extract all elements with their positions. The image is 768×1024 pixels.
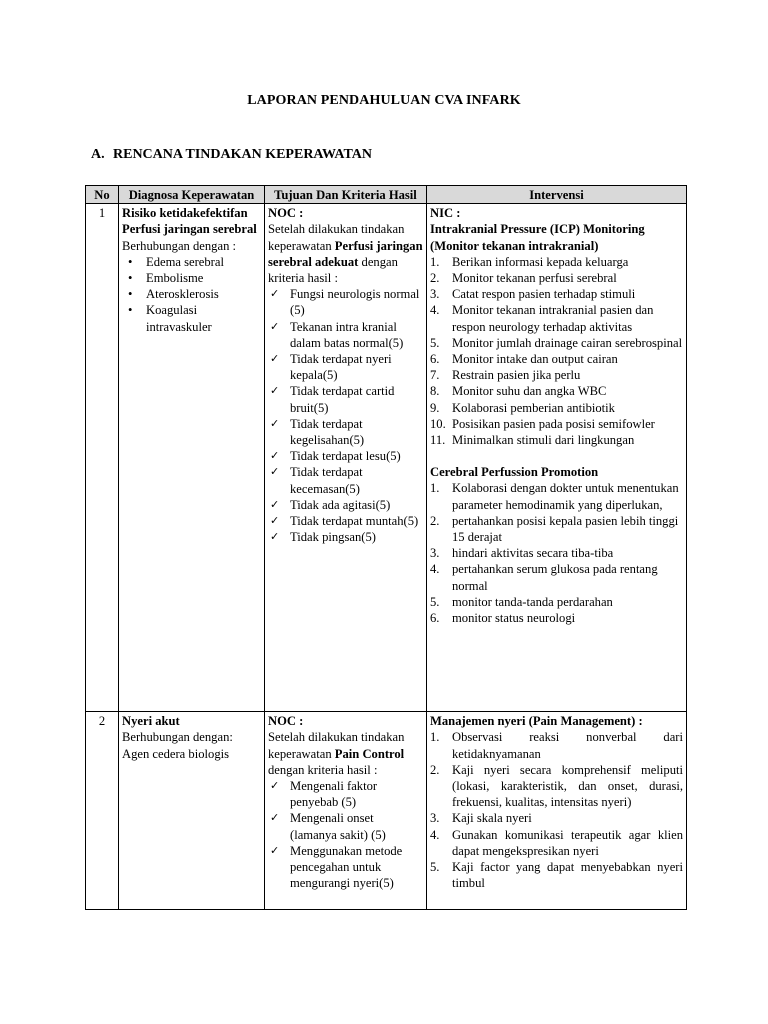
item-text: Monitor tekanan perfusi serebral (452, 271, 617, 286)
intervensi-cell (427, 204, 687, 712)
list-item: ✓ Mengenali onset (lamanya sakit) (5) (268, 810, 423, 842)
nic-label: NIC : (430, 206, 461, 221)
list-item (430, 513, 683, 545)
diagnosa-cell (119, 712, 265, 910)
item-number: 1. (430, 254, 440, 269)
section-heading (91, 147, 372, 163)
noc-description (268, 729, 423, 778)
item-text: Kolaborasi dengan dokter untuk menentukan parameter hemodinamik yang diperlukan, (452, 481, 679, 512)
list-item (430, 400, 683, 416)
item-text: pertahankan posisi kepala pasien lebih tinggi 15 derajat (452, 513, 679, 545)
list-item: ✓ Tidak terdapat kecemasan(5) (268, 464, 423, 496)
item-text: monitor status neurologi (452, 611, 576, 626)
noc-outcome: Pain Control (334, 746, 405, 761)
table-header-row (86, 186, 687, 204)
list-item: • Koagulasi intravaskuler (122, 302, 261, 334)
list-item (430, 383, 683, 399)
item-text: Kaji factor yang dapat menyebabkan nyeri timbul (452, 860, 683, 891)
row-number: 2 (86, 712, 119, 910)
noc-text: Setelah dilakukan tindakan keperawatan (268, 730, 405, 761)
list-item (430, 594, 683, 610)
list-item (430, 254, 683, 270)
item-text: Observasi reaksi nonverbal dari ketidaknyamanan (452, 730, 683, 761)
list-item (430, 729, 683, 761)
list-item: • Embolisme (122, 270, 261, 286)
intervensi-cell (427, 712, 687, 910)
item-number: 3. (430, 811, 440, 826)
header-tujuan: Tujuan Dan Kriteria Hasil (265, 186, 427, 204)
list-item: ✓ Tidak ada agitasi(5) (268, 497, 423, 513)
header-intervensi: Intervensi (427, 186, 687, 204)
diagnosa-title: Nyeri akut (122, 714, 180, 729)
header-no: No (86, 186, 119, 204)
item-text: Kaji nyeri secara komprehensif meliputi (lokasi, karakteristik, dan onset, durasi, frekuensi, kualitas, intensitas nyeri) (452, 762, 683, 810)
row-number: 1 (86, 204, 119, 712)
item-text: pertahankan serum glukosa pada rentang normal (452, 562, 658, 593)
item-text: monitor tanda-tanda perdarahan (452, 594, 613, 609)
item-text: Monitor jumlah drainage cairan serebrospinal (452, 335, 683, 350)
list-item: • Edema serebral (122, 254, 261, 270)
item-number: 4. (430, 562, 440, 577)
item-number: 5. (430, 860, 440, 875)
list-item (430, 480, 683, 512)
item-number: 4. (430, 827, 440, 842)
list-item: ✓ Tidak terdapat nyeri kepala(5) (268, 351, 423, 383)
diagnosa-title: Risiko ketidakefektifan Perfusi jaringan serebral (122, 206, 257, 237)
item-number: 6. (430, 352, 440, 367)
table-row (86, 712, 687, 910)
list-item: ✓ Fungsi neurologis normal (5) (268, 286, 423, 318)
spacer (430, 448, 683, 464)
noc-label: NOC : (268, 714, 304, 729)
intervention-list (430, 254, 683, 448)
list-item (430, 561, 683, 593)
list-item (430, 416, 683, 432)
section-label: RENCANA TINDAKAN KEPERAWATAN (113, 147, 373, 162)
nic-heading: Intrakranial Pressure (ICP) Monitoring (Monitor tekanan intrakranial) (430, 222, 645, 253)
item-number: 3. (430, 287, 440, 302)
list-item: ✓ Tidak pingsan(5) (268, 529, 423, 545)
item-text: hindari aktivitas secara tiba-tiba (452, 546, 614, 561)
item-number: 2. (430, 271, 440, 286)
item-number: 1. (430, 481, 440, 496)
list-item (430, 610, 683, 626)
list-item (430, 286, 683, 302)
noc-text: dengan kriteria hasil : (268, 254, 398, 286)
noc-text: Setelah dilakukan tindakan keperawatan (268, 222, 405, 253)
item-number: 10. (430, 416, 446, 431)
item-text: Monitor suhu dan angka WBC (452, 384, 607, 399)
tujuan-cell (265, 204, 427, 712)
noc-text: dengan kriteria hasil : (268, 762, 378, 777)
list-item (430, 810, 683, 826)
item-number: 6. (430, 611, 440, 626)
item-text: Berikan informasi kepada keluarga (452, 254, 629, 269)
list-item: ✓ Tidak terdapat kegelisahan(5) (268, 416, 423, 448)
item-number: 3. (430, 546, 440, 561)
diagnosa-cell (119, 204, 265, 712)
item-text: Minimalkan stimuli dari lingkungan (452, 433, 635, 448)
list-item (430, 432, 683, 448)
list-item (430, 762, 683, 811)
item-number: 7. (430, 368, 440, 383)
list-item: ✓ Tidak terdapat lesu(5) (268, 448, 423, 464)
list-item: ✓ Mengenali faktor penyebab (5) (268, 778, 423, 810)
item-number: 11. (430, 433, 446, 448)
item-text: Monitor tekanan intrakranial pasien dan respon neurology terhadap aktivitas (452, 303, 654, 334)
list-item: ✓ Menggunakan metode pencegahan untuk mengurangi nyeri(5) (268, 843, 423, 892)
item-number: 2. (430, 762, 440, 777)
list-item: • Aterosklerosis (122, 286, 261, 302)
list-item (430, 545, 683, 561)
list-item (430, 827, 683, 859)
item-number: 4. (430, 303, 440, 318)
noc-label: NOC : (268, 206, 304, 221)
item-text: Restrain pasien jika perlu (452, 368, 581, 383)
item-number: 1. (430, 730, 440, 745)
list-item (430, 335, 683, 351)
item-number: 5. (430, 594, 440, 609)
diagnosa-intro: Berhubungan dengan: Agen cedera biologis (122, 730, 233, 761)
intervention-list (430, 480, 683, 626)
list-item (430, 302, 683, 334)
list-item: ✓ Tekanan intra kranial dalam batas normal(5) (268, 319, 423, 351)
diagnosa-intro: Berhubungan dengan : (122, 238, 237, 253)
item-text: Monitor intake dan output cairan (452, 352, 618, 367)
table-row (86, 204, 687, 712)
item-text: Gunakan komunikasi terapeutik agar klien dapat mengekspresikan nyeri (452, 827, 683, 858)
nic-heading: Manajemen nyeri (Pain Management) : (430, 714, 643, 729)
noc-outcome: Perfusi jaringan serebral adekuat (268, 238, 423, 269)
item-text: Kaji skala nyeri (452, 811, 532, 826)
intervention-list (430, 729, 683, 891)
diagnosa-list (122, 254, 261, 335)
list-item (430, 351, 683, 367)
care-plan-table (85, 185, 687, 910)
list-item: ✓ Tidak terdapat muntah(5) (268, 513, 423, 529)
list-item (430, 270, 683, 286)
document-title: LAPORAN PENDAHULUAN CVA INFARK (247, 93, 521, 108)
criteria-list (268, 778, 423, 891)
criteria-list (268, 286, 423, 545)
nic-heading: Cerebral Perfussion Promotion (430, 465, 599, 480)
item-number: 8. (430, 384, 440, 399)
item-number: 2. (430, 513, 440, 528)
header-diagnosa: Diagnosa Keperawatan (119, 186, 265, 204)
list-item (430, 859, 683, 891)
item-number: 5. (430, 335, 440, 350)
list-item (430, 367, 683, 383)
item-text: Posisikan pasien pada posisi semifowler (452, 416, 655, 431)
item-number: 9. (430, 400, 440, 415)
list-item: ✓ Tidak terdapat cartid bruit(5) (268, 383, 423, 415)
item-text: Kolaborasi pemberian antibiotik (452, 400, 615, 415)
noc-description (268, 221, 423, 286)
item-text: Catat respon pasien terhadap stimuli (452, 287, 636, 302)
tujuan-cell (265, 712, 427, 910)
section-number: A. (91, 147, 105, 162)
